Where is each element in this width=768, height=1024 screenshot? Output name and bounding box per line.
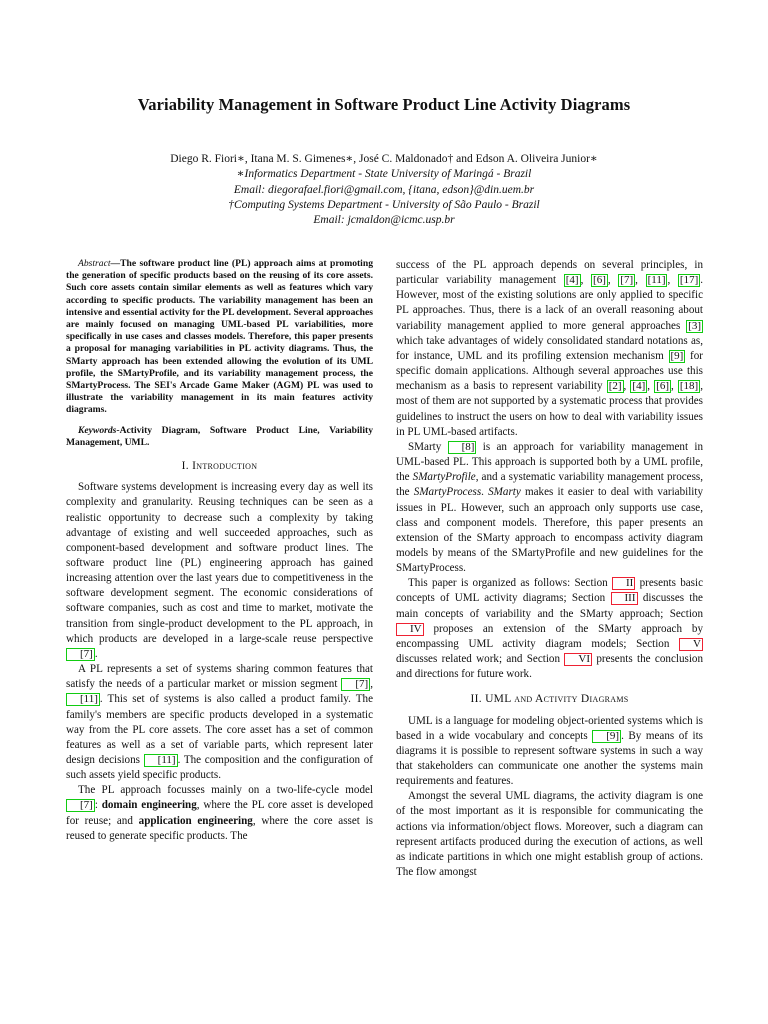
citation-link[interactable]: [6] (656, 380, 669, 393)
paragraph: UML is a language for modeling object-oriented systems which is based in a wide vocabulary and concepts [9] . By means of its diagrams it is possible to represent software systems in such a way that stakeholders can communicate one another the systems main requirements and features. (396, 714, 703, 788)
citation-link[interactable]: [11] (144, 754, 178, 767)
email-1: Email: diegorafael.fiori@gmail.com, {itana, edson}@din.uem.br (233, 183, 535, 196)
section-heading-introduction: I. Introduction (181, 460, 258, 473)
affiliation-2: †Computing Systems Department - University of São Paulo - Brazil (228, 198, 540, 211)
affiliation-1: ∗Informatics Department - State University of Maringá - Brazil (236, 168, 532, 181)
citation-link[interactable]: [4] (565, 274, 579, 287)
author-names: Diego R. Fiori∗, Itana M. S. Gimenes∗, José C. Maldonado† and Edson A. Oliveira Junior∗ (170, 153, 598, 165)
section-heading-uml: II. UML and Activity Diagrams (470, 693, 629, 706)
citation-link[interactable]: [18] (679, 380, 699, 393)
citation-link[interactable]: [11] (66, 693, 100, 706)
abstract (66, 258, 373, 417)
keywords-text: -Activity Diagram, Software Product Line, Variability Management, UML. (66, 424, 373, 448)
paragraph: Software systems development is increasing every day as well its complexity and granularity. Reusing techniques can be seen as a realistic opportunity to decrease such a complexity by taking advantage of existing and well succeeded approaches, such as component-based development and software product lines. The software product line (PL) engineering approach has gained increasing attention over the last years due to competitiveness in the software development segment. The economic considerations of software companies, such as cost and time to market, motivate the transition from single-product development to the PL approach, in which products are developed in a large-scale reuse perspective [7] . (66, 481, 373, 660)
citation-link[interactable]: [9] (592, 730, 621, 743)
paragraph: This paper is organized as follows: Section II presents basic concepts of UML activity diagrams; Section III discusses the main concepts of variability and the SMarty approach; Section IV proposes an extension of the SMarty approach by encompassing UML activity diagram models; Section V discusses related work; and Section VI presents the conclusion and directions for future work. (396, 577, 703, 681)
email-2: Email: jcmaldon@icmc.usp.br (313, 214, 455, 227)
section-link[interactable]: III (611, 592, 638, 605)
keywords-label: Keywords (78, 424, 117, 436)
citation-link[interactable]: [17] (679, 274, 699, 287)
abstract-label: Abstract (78, 258, 111, 269)
paragraph: success of the PL approach depends on several principles, in particular variability management [4] , [6] , [7] , [11] , [17] . However, most of the existing solutions are only applied to specific PL approaches. Thus, there is a lack of an overall reasoning about variability management applied to more general approaches [3] which take advantages of widely consolidated standard notations as, for instance, UML and its profiling extension mechanism [9] for specific domain applications. Although several approaches use this mechanism as a basis to represent variability [2] , [4] , [6] , [18] , most of them are not supported by a systematic process that provides guidelines to instruct the users on how to deal with variability issues in PL UML-based artifacts. (396, 259, 704, 438)
citation-link[interactable]: [3] (688, 319, 701, 332)
citation-link[interactable]: [9] (670, 349, 684, 362)
keywords (66, 425, 373, 449)
citation-link[interactable]: [6] (593, 274, 606, 287)
left-column (66, 258, 373, 844)
citation-link[interactable]: [2] (608, 380, 622, 393)
paragraph: SMarty [8] is an approach for variability management in UML-based PL. This approach is supported both by a UML profile, the SMartyProfile, and a systematic variability management process, the SMartyProcess. SMarty makes it easier to deal with variability issues in PL. However, such an approach only supports use case, class and component models. Therefore, this paper presents an extension of the SMarty approach to encompass activity diagram models by means of the SMartyProfile and new guidelines for the SMartyProcess. (396, 440, 704, 575)
citation-link[interactable]: [4] (632, 380, 646, 393)
section-link[interactable]: VI (564, 653, 592, 666)
citation-link[interactable]: [7] (66, 799, 95, 812)
right-column (396, 258, 703, 880)
citation-link[interactable]: [7] (66, 648, 95, 661)
paper-title: Variability Management in Software Product Line Activity Diagrams (137, 95, 631, 114)
section-link[interactable]: V (679, 638, 703, 651)
paragraph: The PL approach focusses mainly on a two-life-cycle model [7] : domain engineering, where the PL core asset is developed for reuse; and application engineering, where the core asset is reused to generate specific products. The (66, 784, 373, 842)
citation-link[interactable]: [7] (341, 678, 370, 691)
paragraph: A PL represents a set of systems sharing common features that satisfy the needs of a particular market or mission segment [7] , [11] . This set of systems is also called a product family. The family's members are specific products developed in a systematic way from the PL core assets. The core asset has a set of common features as well as a set of variable parts, which represent later design decisions [11] . The composition and the configuration of such assets yield specific products. (66, 663, 373, 782)
paragraph: Amongst the several UML diagrams, the activity diagram is one of the most important as it is responsible for communicating the actions via information/object flows. Moreover, such a diagram can represent artifacts produced during the execution of actions, as well as indicate partitions in which one might establish group of actions. The flow amongst (396, 790, 703, 879)
author-block (0, 152, 768, 228)
citation-link[interactable]: [11] (647, 274, 666, 287)
citation-link[interactable]: [8] (448, 441, 477, 454)
section-link[interactable]: IV (396, 623, 424, 636)
section-link[interactable]: II (612, 577, 635, 590)
abstract-text: —The software product line (PL) approach aims at promoting the generation of specific products based on the reusing of its core assets. Such core assets contain similar elements as well as features which vary according to specific products. The variability management has been an intensive and essential activity for the PL development. Several approaches are mainly focused on managing UML-based PL variabilities, more specifically in use cases and classes models. Therefore, this paper presents a proposal for managing variabilities in PL activity diagrams. Thus, the SMarty approach has been extended allowing the evolution of its UML profile, the SMartyProfile, and its variability management process, the SMartyProcess. The SEI's Arcade Game Maker (AGM) PL was used to illustrate the variability management in its main features activity diagrams. (66, 258, 373, 416)
citation-link[interactable]: [7] (620, 274, 634, 287)
